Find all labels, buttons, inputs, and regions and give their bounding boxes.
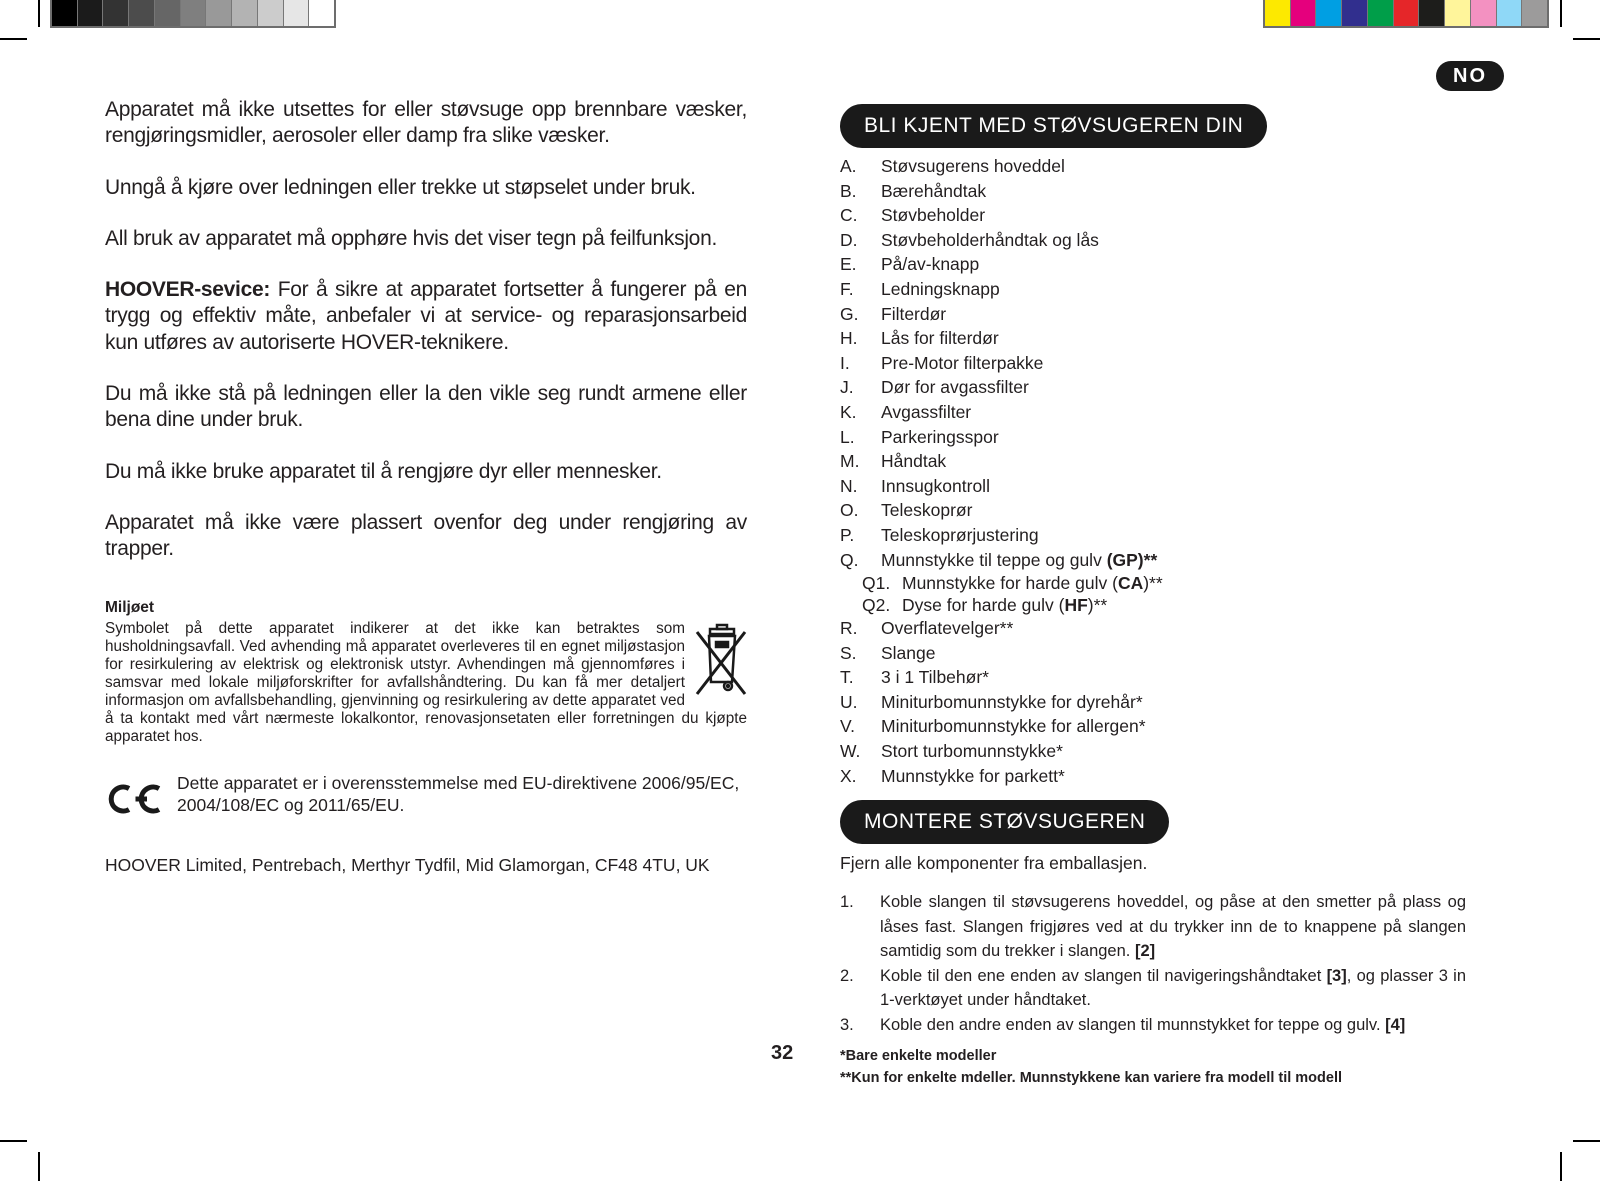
crop-mark-bottom-right-horizontal [1573,1140,1600,1142]
calibration-swatch [231,0,257,26]
safety-paragraph: Apparatet må ikke være plassert ovenfor deg under rengjøring av trapper. [105,510,747,561]
calibration-swatch [1444,0,1470,26]
list-item: L. Parkeringsspor [840,426,999,447]
footnote: *Bare enkelte modeller [840,1048,997,1064]
calibration-swatch [180,0,206,26]
assembly-intro: Fjern alle komponenter fra emballasjen. [840,853,1148,874]
list-item: Q. Munnstykke til teppe og gulv (GP)** [840,549,1158,570]
calibration-swatch [52,0,77,26]
calibration-swatch [308,0,334,26]
language-badge: NO [1436,61,1504,91]
list-item: W. Stort turbomunnstykke* [840,741,1063,762]
environment-body: Symbolet på dette apparatet indikerer at det ikke kan betraktes som husholdningsavfall. Ved avhending må apparatet overleveres til en egnet miljøstasjon for resirkulering av elektrisk og elektronisk utstyr. Avhendingen må gjennomføres i samsvar med lokale miljøforskrifter for avfallshåndtering. Du kan få mer detaljert informasjon om avfallsbehandling, gjenvinning og resirkulering av dette apparatet ved å ta kontakt med vårt nærmeste lokalkontor, renovasjonsetaten eller forretningen du kjøpte apparatet hos. [105,619,747,745]
assembly-step: 2. Koble til den ene enden av slangen til navigeringshåndtaket [3], og plasser 3 in 1-verktøyet under håndtaket. [840,966,1466,1010]
left-column [105,97,747,876]
calibration-swatch [154,0,180,26]
environment-section [105,599,747,746]
calibration-swatch [1265,0,1290,26]
crop-mark-bottom-left-horizontal [0,1140,27,1142]
list-item: Q1. Munnstykke for harde gulv (CA)** [862,573,1163,594]
ce-mark-icon [105,770,163,833]
calibration-swatch [1367,0,1393,26]
assembly-steps [840,890,1466,1037]
list-item: B. Bærehåndtak [840,180,987,201]
calibration-swatch [1496,0,1522,26]
parts-list [840,154,1466,788]
environment-heading: Miljøet [105,598,155,616]
section-header-assemble-cleaner: MONTERE STØVSUGEREN [840,800,1169,844]
crop-mark-bottom-left-vertical [38,1152,40,1181]
list-item: P. Teleskoprørjustering [840,524,1039,545]
calibration-swatch [1341,0,1367,26]
list-item: K. Avgassfilter [840,401,972,422]
color-calibration-bar [1263,0,1549,28]
assembly-step: 1. Koble slangen til støvsugerens hoveddel, og påse at den smetter på plass og låses fast. Slangen frigjøres ved at du trykker inn de to knappene på slangen samtidig som du trekker i slangen. [2] [840,893,1466,961]
safety-paragraph: Du må ikke stå på ledningen eller la den vikle seg rundt armene eller bena dine under bruk. [105,382,747,432]
list-item: O. Teleskoprør [840,500,973,521]
list-item: S. Slange [840,642,936,663]
list-item: R. Overflatevelger** [840,618,1014,639]
crop-mark-top-right-horizontal [1573,38,1600,40]
list-item: J. Dør for avgassfilter [840,377,1029,398]
safety-paragraph: Apparatet må ikke utsettes for eller støvsuge opp brennbare væsker, rengjøringsmidler, aerosoler eller damp fra slike væsker. [105,98,747,148]
list-item: F. Ledningsknapp [840,278,1000,299]
crop-mark-bottom-right-vertical [1560,1152,1562,1181]
list-item: I. Pre-Motor filterpakke [840,352,1044,373]
right-column [840,104,1466,1037]
list-item: Q2. Dyse for harde gulv (HF)** [862,595,1108,616]
safety-paragraph: Du må ikke bruke apparatet til å rengjøre dyr eller mennesker. [105,459,662,483]
list-item: T. 3 i 1 Tilbehør* [840,667,989,688]
list-item: X. Munnstykke for parkett* [840,765,1065,786]
hoover-service-paragraph: HOOVER-sevice: For å sikre at apparatet fortsetter å fungerer på en trygg og effektiv måte, anbefaler vi at service- og reparasjonsarbeid kun utføres av autoriserte HOVER-teknikere. [105,278,747,354]
ce-statement: Dette apparatet er i overensstemmelse med EU-direktivene 2006/95/EC, 2004/108/EC og 2011/65/EU. [177,772,740,815]
calibration-swatch [77,0,103,26]
assembly-step: 3. Koble den andre enden av slangen til munnstykket for teppe og gulv. [4] [840,1015,1406,1034]
grayscale-calibration-bar [50,0,336,28]
calibration-swatch [1393,0,1419,26]
safety-paragraph: Unngå å kjøre over ledningen eller trekke ut støpselet under bruk. [105,175,696,199]
weee-icon [695,622,747,703]
list-item: V. Miniturbomunnstykke for allergen* [840,716,1146,737]
calibration-swatch [283,0,309,26]
calibration-swatch [257,0,283,26]
assembly-section [840,800,1466,1037]
page-number: 32 [771,1042,794,1064]
calibration-swatch [1315,0,1341,26]
calibration-swatch [205,0,231,26]
calibration-swatch [128,0,154,26]
list-item: M. Håndtak [840,451,947,472]
company-address: HOOVER Limited, Pentrebach, Merthyr Tydfil, Mid Glamorgan, CF48 4TU, UK [105,854,710,875]
list-item: U. Miniturbomunnstykke for dyrehår* [840,691,1143,712]
list-item: E. På/av-knapp [840,254,980,275]
calibration-swatch [1470,0,1496,26]
list-item: H. Lås for filterdør [840,328,999,349]
calibration-swatch [102,0,128,26]
footnotes [840,1046,1342,1090]
list-item: A. Støvsugerens hoveddel [840,156,1065,176]
list-item: G. Filterdør [840,303,947,324]
safety-paragraph: All bruk av apparatet må opphøre hvis det viser tegn på feilfunksjon. [105,226,717,250]
list-item: D. Støvbeholderhåndtak og lås [840,229,1099,250]
list-item: C. Støvbeholder [840,205,986,226]
calibration-swatch [1521,0,1547,26]
footnote: **Kun for enkelte mdeller. Munnstykkene kan variere fra modell til modell [840,1070,1343,1086]
crop-mark-top-right-vertical [1560,0,1562,27]
list-item: N. Innsugkontroll [840,475,990,496]
ce-compliance-row [105,770,747,833]
section-header-know-your-cleaner: BLI KJENT MED STØVSUGEREN DIN [840,104,1267,148]
crop-mark-top-left-vertical [38,0,40,27]
calibration-swatch [1290,0,1316,26]
crop-mark-top-left-horizontal [0,38,27,40]
calibration-swatch [1418,0,1444,26]
